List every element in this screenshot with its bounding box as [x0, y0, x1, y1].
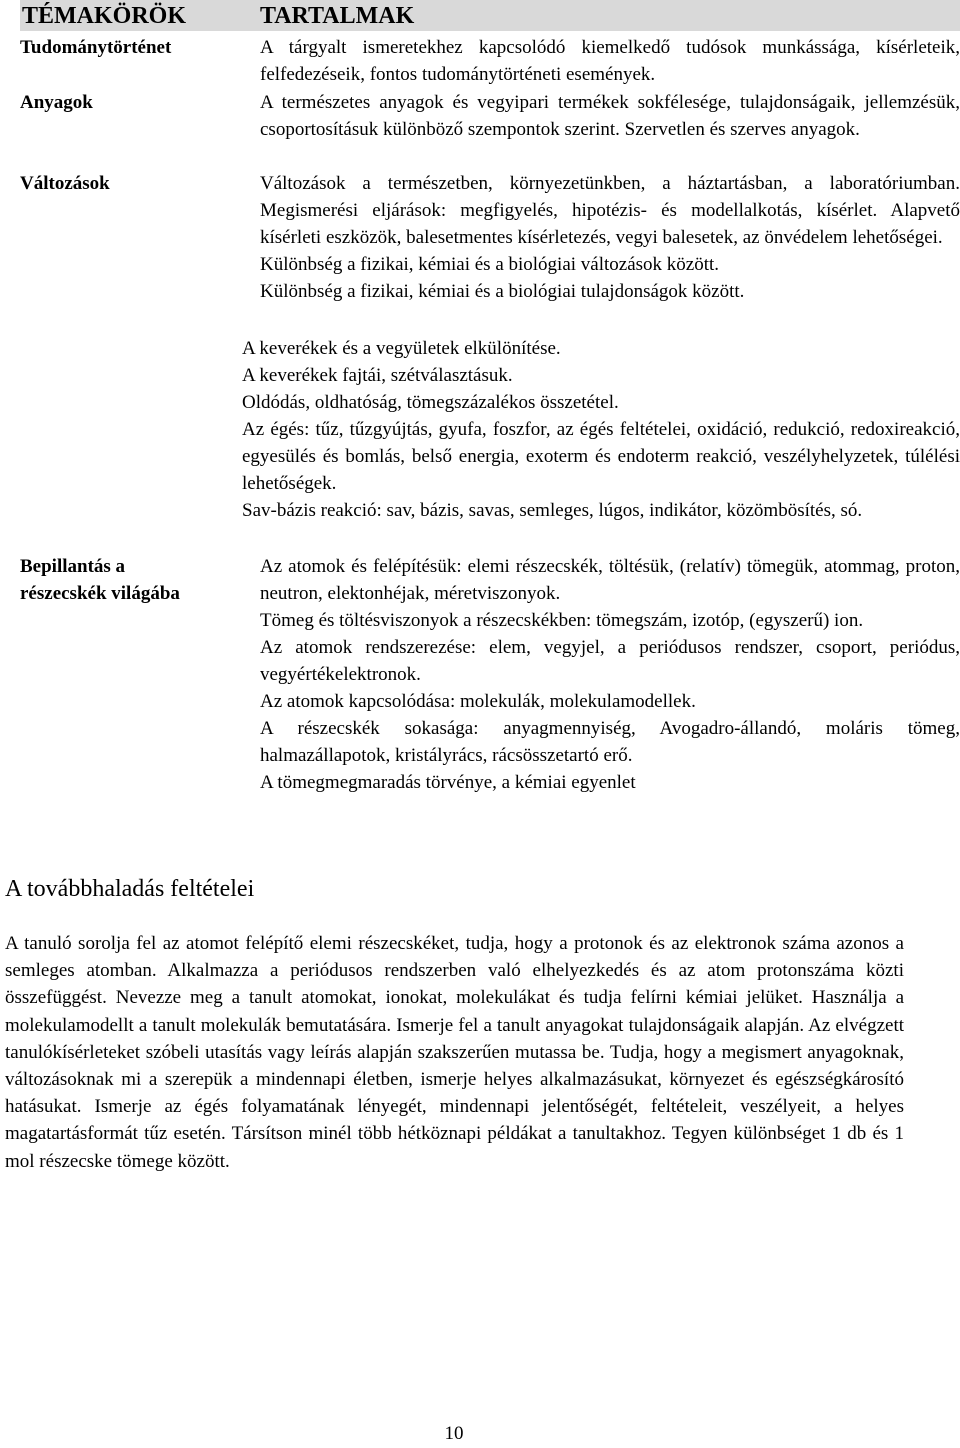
content-paragraph: A részecskék sokasága: anyagmennyiség, Avogadro-állandó, moláris tömeg, halmazállapotok, kristályrács, rácsösszetartó erő. — [260, 718, 960, 766]
topic-particles-line2: részecskék világába — [20, 583, 180, 604]
topic-science-history: Tudománytörténet — [20, 37, 172, 58]
content-paragraph: A természetes anyagok és vegyipari termékek sokfélesége, tulajdonságaik, jellemzésük, csoportosításuk különböző szempontok szerint. Szervetlen és szerves anyagok. — [260, 92, 960, 140]
content-paragraph: Különbség a fizikai, kémiai és a biológiai változások között. — [260, 254, 720, 275]
content-paragraph: Az atomok rendszerezése: elem, vegyjel, a periódusos rendszer, csoport, periódus, vegyértékelektronok. — [260, 637, 960, 685]
content-science-history — [260, 34, 960, 88]
topic-particles-line1: Bepillantás a — [20, 556, 126, 577]
content-paragraph: Sav-bázis reakció: sav, bázis, savas, semleges, lúgos, indikátor, közömbösítés, só. — [242, 500, 863, 521]
content-changes-continued — [242, 335, 960, 524]
content-paragraph: A tárgyalt ismeretekhez kapcsolódó kiemelkedő tudósok munkássága, kísérleteik, felfedezéseik, fontos tudománytörténeti események. — [260, 37, 960, 85]
content-paragraph: Különbség a fizikai, kémiai és a biológiai tulajdonságok között. — [260, 281, 745, 302]
content-materials — [260, 89, 960, 143]
topic-changes: Változások — [20, 173, 110, 194]
header-topics: TÉMAKÖRÖK — [22, 3, 187, 29]
section-body: A tanuló sorolja fel az atomot felépítő elemi részecskéket, tudja, hogy a protonok és az elektronok száma azonos a semleges atomban. Alkalmazza a periódusos rendszerben való elhelyezkedés és az atom protonszáma közti összefüggést. Nevezze meg a tanult atomokat, ionokat, molekulákat és tudja felírni kémiai jelüket. Használja a molekulamodellt a tanult molekulák bemutatására. Ismerje fel a tanult anyagokat tulajdonságaik alapján. Az elvégzett tanulókísérleteket szóbeli utasítás vagy leírás alapján szakszerűen mutassa be. Tudja, hogy a megismert anyagoknak, változásoknak mi a szerepük a mindennapi életben, ismerje helyes alkalmazásukat, környezet és egészségkárosító hatásukat. Ismerje az égés folyamatának lényegét, mindennapi jelentőségét, feltételeit, veszélyeit, a helyes magatartásformát tűz esetén. Társítson minél több hétköznapi példákat a tanultakhoz. Tegyen különbséget 1 db és 1 mol részecske tömege között. — [5, 933, 904, 1172]
content-changes — [260, 170, 960, 305]
topic-particles — [20, 553, 245, 607]
content-paragraph: Az égés: tűz, tűzgyújtás, gyufa, foszfor, az égés feltételei, oxidáció, redukció, redoxireakció, egyesülés és bomlás, belső energia, exoterm és endoterm reakció, veszélyhelyzetek, túlélési lehetőségek. — [242, 419, 960, 494]
header-contents: TARTALMAK — [260, 3, 415, 29]
page-number: 10 — [444, 1423, 464, 1444]
content-paragraph: Változások a természetben, környezetünkben, a háztartásban, a laboratóriumban. Megismerési eljárások: megfigyelés, hipotézis- és modellalkotás, kísérlet. Alapvető kísérleti eszközök, balesetmentes kísérletezés, vegyi balesetek, az önvédelem lehetőségei. — [260, 173, 960, 248]
content-paragraph: A keverékek fajtái, szétválasztásuk. — [242, 365, 513, 386]
content-paragraph: Tömeg és töltésviszonyok a részecskékben: tömegszám, izotóp, (egyszerű) ion. — [260, 610, 864, 631]
section-title: A továbbhaladás feltételei — [5, 876, 255, 902]
content-paragraph: Az atomok és felépítésük: elemi részecskék, töltésük, (relatív) tömegük, atommag, proton, neutron, elektonhéjak, méretviszonyok. — [260, 556, 960, 604]
content-paragraph: A keverékek és a vegyületek elkülönítése. — [242, 338, 561, 359]
content-particles — [260, 553, 960, 796]
content-paragraph: A tömegmegmaradás törvénye, a kémiai egyenlet — [260, 772, 636, 793]
content-paragraph: Az atomok kapcsolódása: molekulák, molekulamodellek. — [260, 691, 696, 712]
content-paragraph: Oldódás, oldhatóság, tömegszázalékos összetétel. — [242, 392, 619, 413]
topic-materials: Anyagok — [20, 92, 93, 113]
